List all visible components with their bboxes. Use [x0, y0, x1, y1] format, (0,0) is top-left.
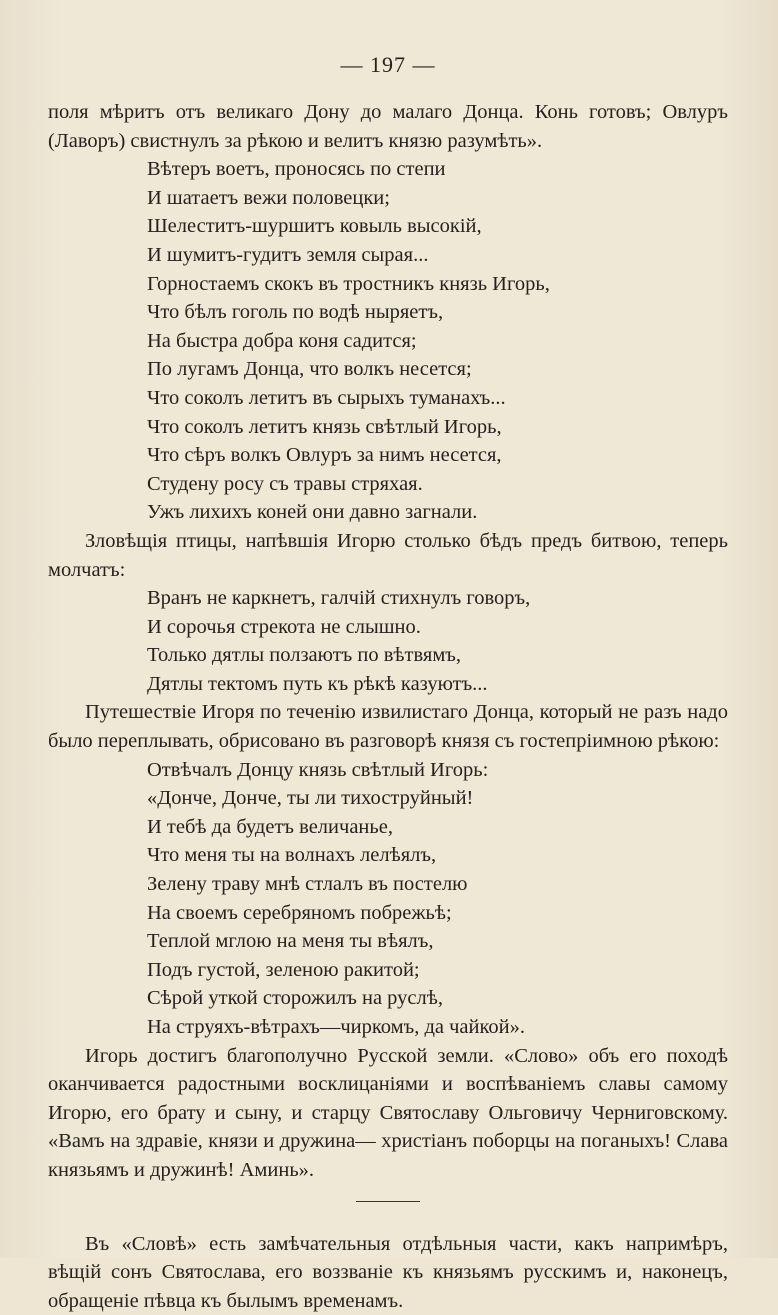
verse-line: По лугамъ Донца, что волкъ несется; — [147, 358, 472, 381]
verse-line: Что меня ты на волнахъ лелѣялъ, — [147, 844, 437, 867]
paragraph-3: Путешествіе Игоря по теченію извилистаго Донца, который не разъ надо было переплывать, обрисовано въ разговорѣ князя съ гостепріимною рѣкою: — [48, 701, 728, 753]
page-number: — 197 — — [340, 52, 436, 77]
verse-line: Вранъ не каркнетъ, галчій стихнулъ говоръ, — [147, 587, 531, 610]
verse-line: И шатаетъ вежи половецки; — [147, 186, 390, 209]
verse-line: Шелеститъ-шуршитъ ковыль высокій, — [147, 215, 482, 238]
paragraph-2: Зловѣщія птицы, напѣвшія Игорю столько бѣдъ предъ битвою, теперь молчатъ: — [48, 529, 728, 581]
verse-line: Зелену траву мнѣ стлалъ въ постелю — [147, 873, 468, 896]
verse-line: На быстра добра коня садится; — [147, 329, 417, 352]
verse-line: Что соколъ летитъ въ сырыхъ туманахъ... — [147, 386, 506, 409]
verse-line: Что сѣръ волкъ Овлуръ за нимъ несется, — [147, 444, 502, 467]
verse-line: И шумитъ-гудитъ земля сырая... — [147, 243, 429, 266]
verse-line: Горностаемъ скокъ въ тростникъ князь Игорь, — [147, 272, 550, 295]
verse-line: И сорочья стрекота не слышно. — [147, 615, 421, 638]
verse-line: На своемъ серебряномъ побрежьѣ; — [147, 901, 452, 924]
verse-line: Дятлы тектомъ путь къ рѣкѣ казуютъ... — [147, 672, 488, 695]
section-divider — [356, 1201, 420, 1202]
paragraph-1: поля мѣритъ отъ великаго Дону до малаго Донца. Конь готовъ; Овлуръ (Лаворъ) свистнулъ за рѣкою и велитъ князю разумѣть». — [48, 101, 728, 152]
verse-line: И тебѣ да будетъ величанье, — [147, 815, 393, 838]
verse-line: «Донче, Донче, ты ли тихоструйный! — [147, 787, 474, 810]
verse-line: Только дятлы ползаютъ по вѣтвямъ, — [147, 644, 462, 667]
verse-line: Подъ густой, зеленою ракитой; — [147, 958, 420, 981]
verse-line: На струяхъ-вѣтрахъ—чиркомъ, да чайкой». — [147, 1016, 525, 1038]
verse-line: Что бѣлъ гоголь по водѣ ныряетъ, — [147, 301, 444, 324]
verse-block-1 — [48, 155, 728, 527]
verse-line: Теплой мглою на меня ты вѣялъ, — [147, 930, 434, 953]
verse-line: Студену росу съ травы стряхая. — [147, 472, 423, 495]
verse-line: Сѣрой уткой сторожилъ на руслѣ, — [147, 987, 443, 1010]
verse-line: Ужъ лихихъ коней они давно загнали. — [147, 501, 478, 524]
verse-block-3 — [48, 756, 728, 1042]
verse-block-2 — [48, 584, 728, 698]
verse-line: Отвѣчалъ Донцу князь свѣтлый Игорь: — [147, 758, 489, 781]
verse-line: Что соколъ летитъ князь свѣтлый Игорь, — [147, 415, 502, 438]
verse-line: Вѣтеръ воетъ, проносясь по степи — [147, 158, 446, 181]
paragraph-5: Въ «Словѣ» есть замѣчательныя отдѣльныя части, какъ напримѣръ, вѣщій сонъ Святослава, его воззваніе къ князьямъ русскимъ и, наконецъ, обращеніе пѣвца къ былымъ временамъ. — [48, 1232, 728, 1312]
paragraph-4: Игорь достигъ благополучно Русской земли. «Слово» объ его походѣ оканчивается радостными восклицаніями и воспѣваніемъ славы самому Игорю, его брату и сыну, и старцу Святославу Ольговичу Черниговскому. «Вамъ на здравіе, князи и дружина— христіанъ поборцы на поганыхъ! Слава князьямъ и дружинѣ! Аминь». — [48, 1044, 728, 1181]
